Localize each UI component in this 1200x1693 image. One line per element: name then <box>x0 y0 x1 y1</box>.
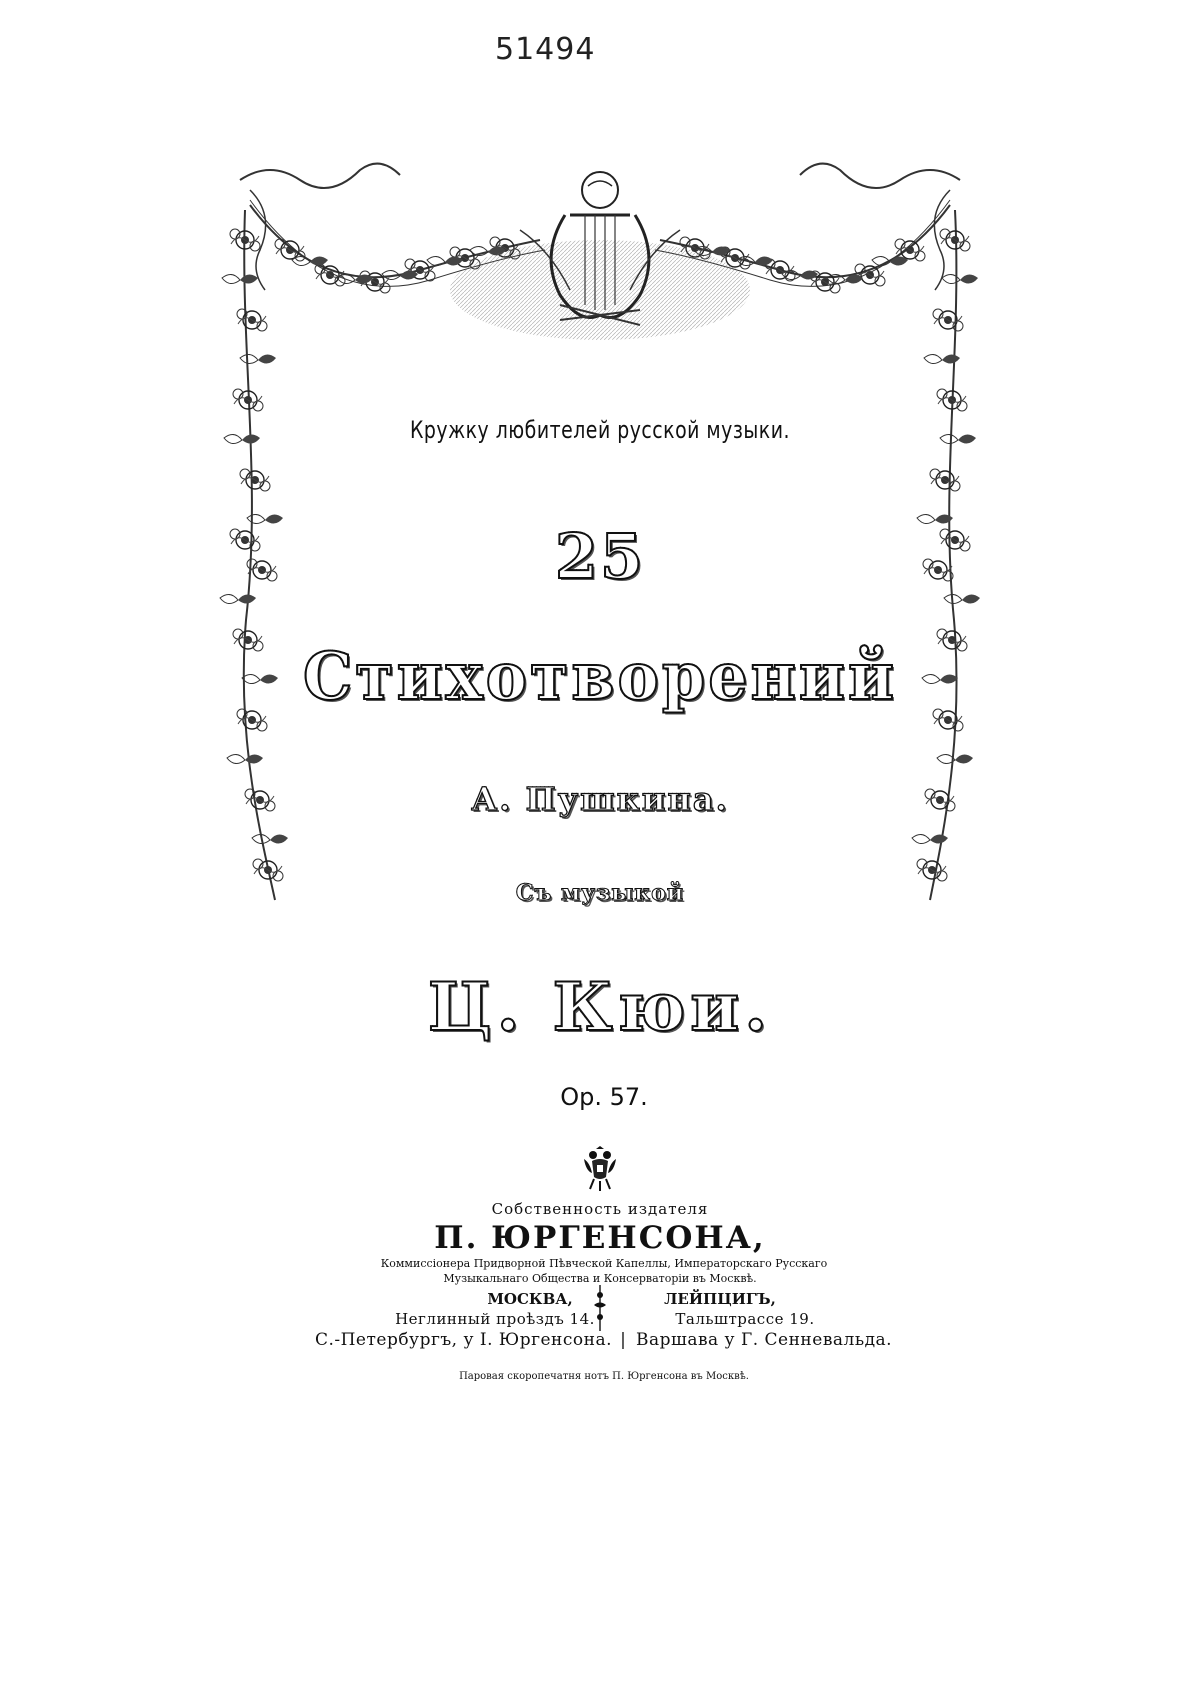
st-petersburg-branch: С.-Петербургъ, у І. Юргенсона. <box>314 1330 612 1350</box>
publisher-name: П. ЮРГЕНСОНА, <box>434 1220 766 1256</box>
catalog-number: 51494 <box>495 32 596 67</box>
leipzig-city: ЛЕЙПЦИГЪ, <box>664 1290 776 1308</box>
composer-name: Ц. Кюи. <box>0 968 1200 1046</box>
dedication: Кружку любителей русской музыки. <box>410 416 790 444</box>
divider-ornament-icon <box>590 1285 610 1331</box>
double-headed-eagle-icon <box>582 1145 618 1195</box>
moscow-city: МОСКВА, <box>487 1290 573 1308</box>
printer-line: Паровая скоропечатня нотъ П. Юргенсона въ Москвѣ. <box>459 1371 749 1382</box>
leipzig-address: Тальштрассе 19. <box>675 1310 815 1328</box>
page-title: Стихотворений <box>0 638 1200 715</box>
work-count: 25 <box>0 520 1200 593</box>
commissioner-line-1: Коммиссіонера Придворной Пѣвческой Капеллы, Императорскаго Русскаго <box>380 1257 828 1270</box>
warsaw-branch: Варшава у Г. Сенневальда. <box>636 1330 893 1350</box>
property-line: Собственность издателя <box>491 1200 709 1218</box>
music-by-label: Съ музыкой <box>0 880 1200 906</box>
branch-separator: | <box>620 1330 626 1350</box>
commissioner-line-2: Музыкальнаго Общества и Консерваторіи въ Москвѣ. <box>443 1272 757 1285</box>
opus-number: Op. 57. <box>560 1083 648 1111</box>
moscow-address: Неглинный проѣздъ 14. <box>395 1310 595 1328</box>
lyre-icon <box>450 172 750 340</box>
author-name: А. Пушкина. <box>0 780 1200 818</box>
